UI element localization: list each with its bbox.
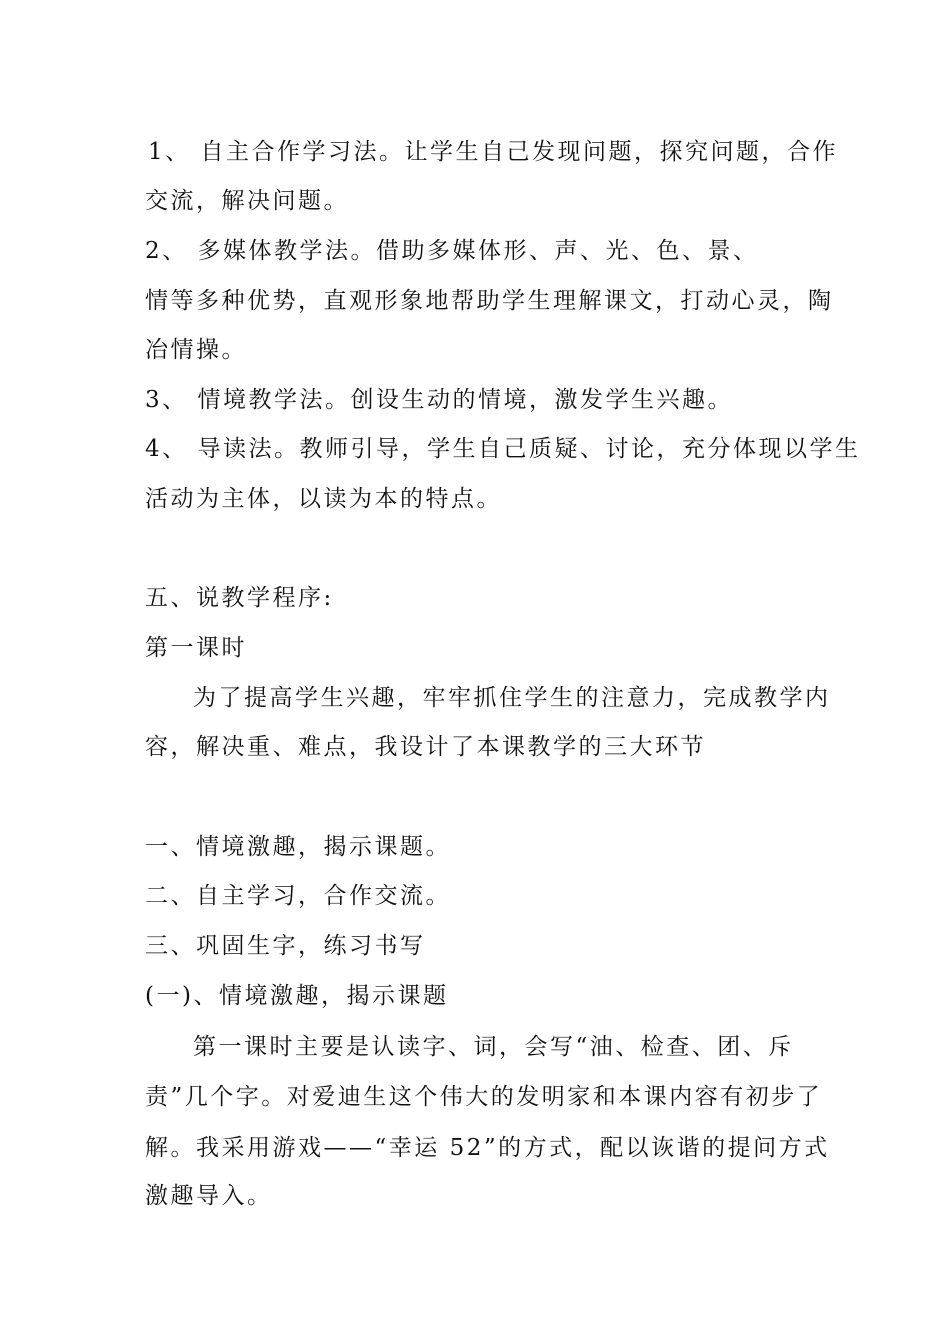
- step-1: 一、情境激趣，揭示课题。: [145, 834, 451, 860]
- method-4-line-2: 活动为主体，以读为本的特点。: [145, 486, 502, 512]
- method-3-line: 3、 情境教学法。创设生动的情境，激发学生兴趣。: [145, 387, 733, 413]
- method-4-line-1: 4、 导读法。教师引导，学生自己质疑、讨论，充分体现以学生: [145, 436, 861, 462]
- method-2-line-2: 情等多种优势，直观形象地帮助学生理解课文，打动心灵，陶: [145, 288, 834, 314]
- lesson-heading: 第一课时: [145, 635, 247, 661]
- body-paragraph-line-2: 责”几个字。对爱迪生这个伟大的发明家和本课内容有初步了: [145, 1084, 823, 1110]
- body-paragraph-line-3: 解。我采用游戏——“幸运 52”的方式，配以诙谐的提问方式: [145, 1135, 830, 1161]
- subsection-heading-1: (一)、情境激趣，揭示课题: [145, 983, 449, 1009]
- intro-paragraph-line-1: 为了提高学生兴趣，牢牢抓住学生的注意力，完成教学内: [193, 685, 831, 711]
- section-heading-program: 五、说教学程序:: [145, 585, 334, 611]
- method-1-line-2: 交流，解决问题。: [145, 188, 349, 214]
- method-2-line-1: 2、 多媒体教学法。借助多媒体形、声、光、色、景、: [145, 238, 759, 264]
- body-paragraph-line-4: 激趣导入。: [145, 1183, 273, 1209]
- body-paragraph-line-1: 第一课时主要是认读字、词，会写“油、检查、团、斥: [193, 1034, 794, 1060]
- step-2: 二、自主学习，合作交流。: [145, 883, 451, 909]
- method-2-line-3: 冶情操。: [145, 337, 247, 363]
- step-3: 三、巩固生字，练习书写: [145, 933, 426, 959]
- intro-paragraph-line-2: 容，解决重、难点，我设计了本课教学的三大环节: [145, 734, 706, 760]
- method-1-line-1: 1、 自主合作学习法。让学生自己发现问题，探究问题，合作: [148, 139, 838, 165]
